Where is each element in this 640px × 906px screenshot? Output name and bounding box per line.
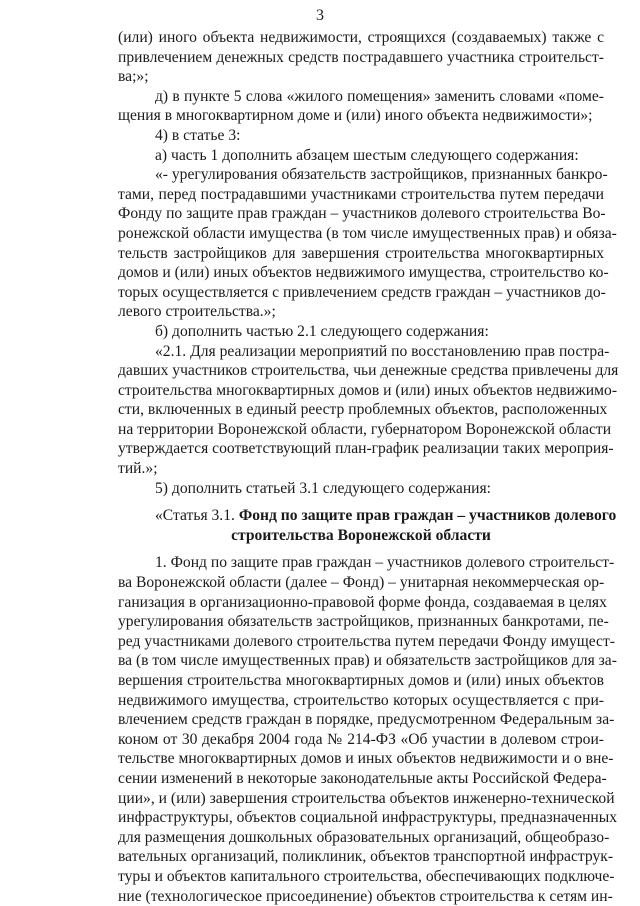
text-line: ва;»; <box>118 68 149 86</box>
text-line: туры и объектов капитального строительства, обеспечивающих подключе- <box>118 867 615 885</box>
text-line: для размещения дошкольных образовательных организаций, общеобразо- <box>118 828 610 846</box>
text-line: сти, включенных в единый реестр проблемных объектов, расположенных <box>118 401 608 419</box>
text-line: тельств застройщиков для завершения строительства многоквартирных <box>118 244 604 262</box>
text-line: недвижимого имущества, строительство которых осуществляется с при- <box>118 691 604 709</box>
text-line: 1. Фонд по защите прав граждан – участников долевого строительст- <box>155 554 615 572</box>
text-line: ронежской области имущества (в том числе имущественных прав) и обяза- <box>118 224 617 242</box>
text-line: Фонду по защите прав граждан – участников долевого строительства Во- <box>118 205 606 223</box>
text-line: б) дополнить частью 2.1 следующего содержания: <box>155 322 489 340</box>
text-line: левого строительства.»; <box>118 303 276 321</box>
text-line: (или) иного объекта недвижимости, строящихся (создаваемых) также с <box>118 29 604 46</box>
text-line: 5) дополнить статьей 3.1 следующего содержания: <box>155 479 492 497</box>
text-line: ва (в том числе имущественных прав) и обязательств застройщиков для за- <box>118 652 617 670</box>
text-line: ред участниками долевого строительства путем передачи Фонду имущест- <box>118 632 615 650</box>
text-line: д) в пункте 5 слова «жилого помещения» заменить словами «поме- <box>155 87 604 105</box>
text-line: урегулирования обязательств застройщиков, признанных банкротами, пе- <box>118 613 609 631</box>
text-line: а) часть 1 дополнить абзацем шестым следующего содержания: <box>155 146 579 164</box>
text-line: утверждается соответствующий план-график реализации таких мероприя- <box>118 440 614 458</box>
article-title-cont: строительства Воронежской области <box>231 526 491 544</box>
text-line: строительства многоквартирных домов и (или) иных объектов недвижимо- <box>118 381 618 399</box>
text-line: на территории Воронежской области, губернатором Воронежской области <box>118 420 612 438</box>
article-title: Фонд по защите прав граждан – участников долевого <box>238 507 617 525</box>
text-line: «- урегулирования обязательств застройщиков, признанных банкро- <box>155 166 608 184</box>
text-line: тельстве многоквартирных домов и иных объектов недвижимости и о вне- <box>118 750 614 768</box>
article-label: «Статья 3.1. <box>155 507 239 525</box>
text-line: сении изменений в некоторые законодательные акты Российской Федера- <box>118 769 607 787</box>
text-line: тами, перед пострадавшими участниками строительства путем передачи <box>118 185 604 203</box>
text-line: ции», и (или) завершения строительства объектов инженерно-технической <box>118 789 615 807</box>
text-line: «2.1. Для реализации мероприятий по восстановлению прав постра- <box>155 342 610 360</box>
text-line: влечением средств граждан в порядке, предусмотренном Федеральным за- <box>118 711 615 729</box>
text-line: вершения строительства многоквартирных домов и (или) иных объектов <box>118 672 604 689</box>
text-line: тий.»; <box>118 460 158 478</box>
text-line: ние (технологическое присоединение) объектов строительства к сетям ин- <box>118 887 613 905</box>
spacer <box>118 498 604 506</box>
document-body <box>118 28 619 906</box>
text-line: привлечением денежных средств пострадавшего участника строительст- <box>118 48 604 66</box>
text-line: 4) в статье 3: <box>155 126 241 144</box>
text-line: торых осуществляется с привлечением средств граждан – участников до- <box>118 283 606 301</box>
article-heading-line <box>118 526 604 546</box>
spacer <box>118 545 604 553</box>
text-line: коном от 30 декабря 2004 года № 214-ФЗ «Об участии в долевом строи- <box>118 730 604 748</box>
text-line: ва Воронежской области (далее – Фонд) – унитарная некоммерческая ор- <box>118 574 605 592</box>
article-heading-line <box>118 506 617 526</box>
text-line: ганизация в организационно-правовой форме фонда, создаваемая в целях <box>118 593 607 611</box>
text-line: щения в многоквартирном доме и (или) иного объекта недвижимости»; <box>118 107 593 125</box>
text-line: инфраструктуры, объектов социальной инфраструктуры, предназначенных <box>118 809 618 827</box>
page-number: 3 <box>316 7 324 24</box>
text-line: вательных организаций, поликлиник, объектов транспортной инфраструк- <box>118 848 614 866</box>
text-line: домов и (или) иных объектов недвижимого имущества, строительство ко- <box>118 264 609 282</box>
text-line: давших участников строительства, чьи денежные средства привлечены для <box>118 362 619 380</box>
